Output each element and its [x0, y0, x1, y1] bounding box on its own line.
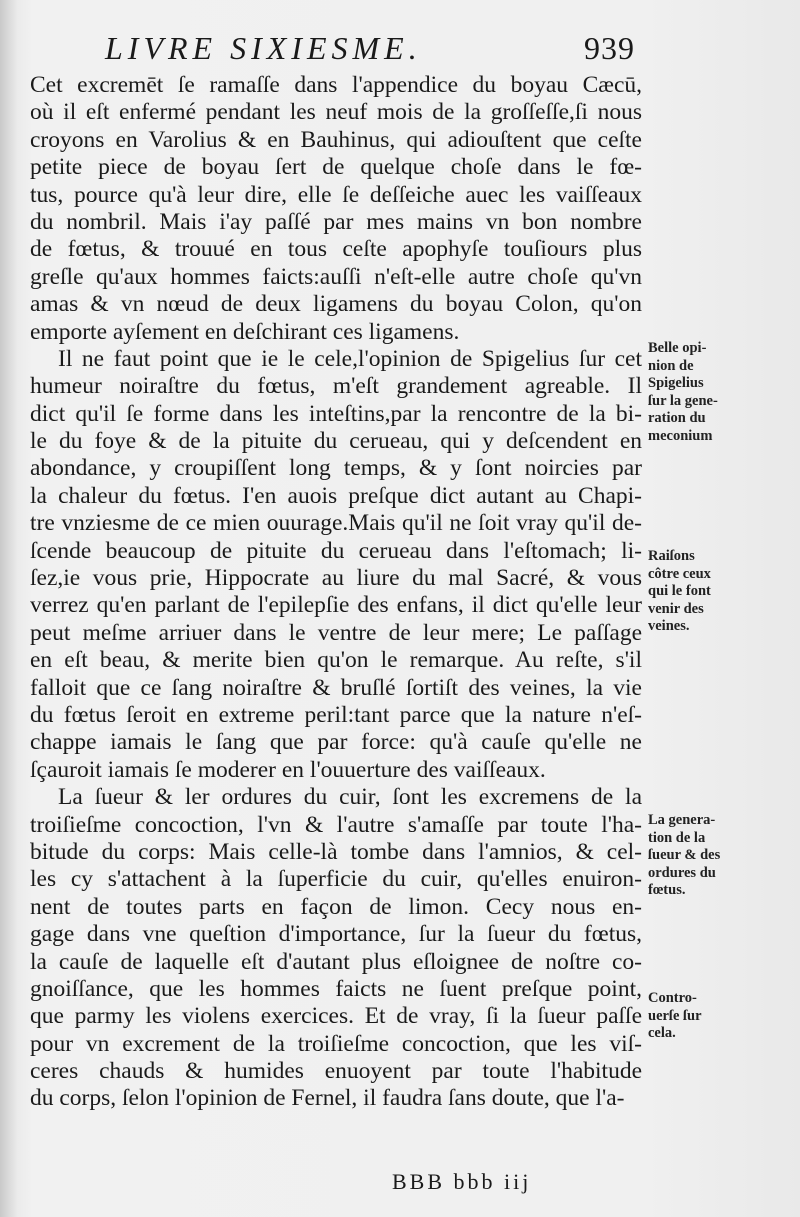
text-line: en eſt beau, & merite bien qu'on le remarque. Au reſte, s'il	[30, 647, 642, 674]
text-line: falloit que ce ſang noiraſtre & bruſlé ſortiſt des veines, la vie	[30, 674, 642, 701]
margin-note-line: cela.	[648, 1025, 676, 1041]
text-line: Cet excremēt ſe ramaſſe dans l'appendice du boyau Cæcū,	[30, 72, 642, 98]
margin-note-line: tion de la	[648, 829, 706, 846]
text-line: les cy s'attachent à la ſuperficie du cuir, qu'elles enuiron-	[30, 866, 642, 893]
text-line: la chaleur du fœtus. I'en auois preſque dict autant au Chapi-	[30, 482, 642, 509]
margin-note-line: ſueur & des	[648, 847, 721, 863]
text-line: ſez,ie vous prie, Hippocrate au liure du mal Sacré, & vous	[30, 565, 642, 592]
margin-note-line: côtre ceux	[648, 565, 711, 582]
text-line: dict qu'il ſe forme dans les inteſtins,par la rencontre de la bi-	[30, 400, 642, 427]
text-line: du nombril. Mais i'ay paſſé par mes mains vn bon nombre	[30, 208, 642, 235]
margin-note-line: ordures du	[648, 864, 716, 881]
margin-note-line: ration du	[648, 410, 706, 426]
text-line: troiſieſme concoction, l'vn & l'autre s'amaſſe par toute l'ha-	[30, 811, 642, 838]
margin-note-line: Spigelius	[648, 375, 704, 391]
margin-note	[648, 548, 796, 636]
text-line: chappe iamais le ſang que par force: qu'à cauſe qu'elle ne	[30, 729, 642, 756]
text-line: verrez qu'en parlant de l'epilepſie des enfans, il dict qu'elle leur	[30, 592, 642, 619]
text-line: emporte ayſement en deſchirant ces ligamens.	[30, 318, 460, 345]
text-line: pour vn excrement de la troiſieſme concoction, que les viſ-	[30, 1030, 642, 1057]
signature-mark: BBB bbb iij	[392, 1169, 532, 1194]
text-line: peut meſme arriuer dans le ventre de leur mere; Le paſſage	[30, 619, 642, 646]
page-number: 939	[584, 30, 635, 66]
main-text-block	[30, 72, 642, 1113]
text-line: nent de toutes parts en façon de limon. Cecy nous en-	[30, 893, 642, 920]
margin-note-line: qui le font	[648, 583, 711, 599]
margin-note	[648, 340, 796, 445]
text-line: le du foye & de la pituite du cerueau, qui y deſcendent en	[30, 428, 642, 455]
margin-note-line: Raiſons	[648, 548, 695, 564]
text-line: que parmy les violens exercices. Et de vray, ſi la ſueur paſſe	[30, 1003, 642, 1030]
margin-note-line: La genera-	[648, 812, 716, 828]
text-line: du fœtus ſeroit en extreme peril:tant parce que la nature n'eſ-	[30, 701, 642, 728]
margin-note-line: fœtus.	[648, 882, 686, 898]
text-line: gage dans vne queſtion d'importance, ſur la ſueur du fœtus,	[30, 921, 642, 948]
margin-note-line: Belle opi-	[648, 340, 707, 356]
text-line: petite piece de boyau ſert de quelque choſe dans le fœ-	[30, 154, 642, 181]
margin-note-line: nion de	[648, 357, 694, 374]
margin-note-line: ſur la gene-	[648, 392, 718, 409]
text-line: de fœtus, & trouué en tous ceſte apophyſe touſiours plus	[30, 236, 642, 263]
text-line: gnoiſſance, que les hommes faicts ne ſuent preſque point,	[30, 975, 642, 1002]
text-line: tus, pource qu'à leur dire, elle ſe deſſeiche auec les vaiſſeaux	[30, 181, 642, 208]
text-line: abondance, y croupiſſent long temps, & y ſont noircies par	[30, 455, 642, 482]
margin-note	[648, 812, 796, 900]
text-line: ſçauroit iamais ſe moderer en l'ouuerture des vaiſſeaux.	[30, 756, 546, 783]
margin-note-line: veines.	[648, 618, 690, 634]
text-line: tre vnziesme de ce mien ouurage.Mais qu'il ne ſoit vray qu'il de-	[30, 510, 642, 537]
text-line: ceres chauds & humides enuoyent par toute l'habitude	[30, 1058, 642, 1085]
page-spine-shadow	[0, 0, 18, 1217]
margin-note	[648, 990, 796, 1043]
text-line: amas & vn nœud de deux ligamens du boyau Colon, qu'on	[30, 291, 642, 318]
margin-note-line: uerſe ſur	[648, 1007, 702, 1024]
margin-note-line: venir des	[648, 600, 704, 617]
text-line: humeur noiraſtre du fœtus, m'eſt grandement agreable. Il	[30, 373, 642, 400]
text-line: ſcende beaucoup de pituite du cerueau dans l'eſtomach; li-	[30, 537, 642, 564]
running-title: LIVRE SIXIESME.	[105, 30, 422, 66]
text-line: la cauſe de laquelle eſt d'autant plus eſloignee de noſtre co-	[30, 948, 642, 975]
margin-note-line: meconium	[648, 427, 713, 444]
running-header	[95, 30, 635, 70]
text-line: bitude du corps: Mais celle-là tombe dans l'amnios, & cel-	[30, 838, 642, 865]
text-line: où il eſt enfermé pendant les neuf mois de la groſſeſſe,ſi nous	[30, 99, 642, 126]
margin-note-line: Contro-	[648, 990, 697, 1006]
text-line: greſle qu'aux hommes faicts:auſſi n'eſt-elle autre choſe qu'vn	[30, 263, 642, 290]
text-line: Il ne faut point que ie le cele,l'opinion de Spigelius ſur cet	[58, 345, 642, 372]
text-line: La ſueur & ler ordures du cuir, ſont les excremens de la	[58, 784, 642, 811]
text-line: croyons en Varolius & en Bauhinus, qui adiouſtent que ceſte	[30, 126, 642, 153]
text-line: du corps, ſelon l'opinion de Fernel, il faudra ſans doute, que l'a-	[30, 1085, 625, 1112]
